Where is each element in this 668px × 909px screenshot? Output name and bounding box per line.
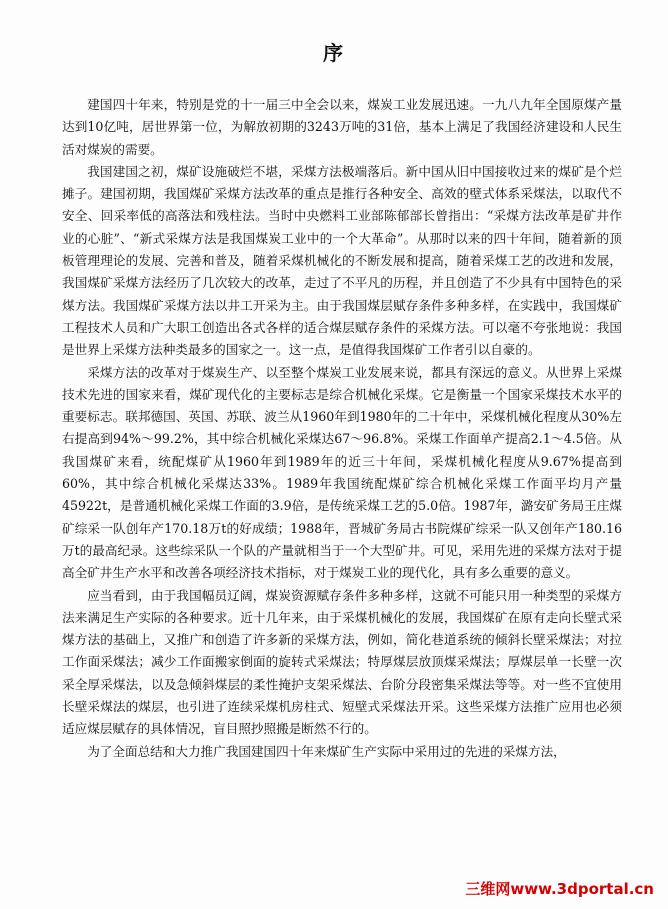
body-text [62,94,622,763]
watermark: 三维网www.3dportal.cn [465,880,654,898]
paragraph: 应当看到，由于我国幅员辽阔，煤炭资源赋存条件多种多样，这就不可能只用一种类型的采煤方法来满足生产实际的各种要求。近十几年来，由于采煤机械化的发展，我国煤矿在原有走向长壁式采煤方法的基础上，又推广和创造了许多新的采煤方法，例如，简化巷道系统的倾斜长壁采煤法；对拉工作面采煤法；减少工作面搬家倒面的旋转式采煤法；特厚煤层放顶煤采煤法；厚煤层单一长壁一次采全厚采煤法，以及急倾斜煤层的柔性掩护支架采煤法、台阶分段密集采煤法等等。对一些不宜使用长壁采煤法的煤层，也引进了连续采煤机房柱式、短壁式采煤法开采。这些采煤方法推广应用也必须适应煤层赋存的具体情况，盲目照抄照搬是断然不行的。 [62,587,622,737]
paragraph: 建国四十年来，特别是党的十一届三中全会以来，煤炭工业发展迅速。一九八九年全国原煤产量达到10亿吨，居世界第一位，为解放初期的3243万吨的31倍，基本上满足了我国经济建设和人民生活对煤炭的需要。 [62,97,622,157]
paragraph: 我国建国之初，煤矿设施破烂不堪，采煤方法极端落后。新中国从旧中国接收过来的煤矿是个烂摊子。建国初期，我国煤矿采煤方法改革的重点是推行各种安全、高效的壁式体系采煤法，以取代不安全、回采率低的高落法和残柱法。当时中央燃料工业部陈郁部长曾指出：“采煤方法改革是矿井作业的心脏”、“新式采煤方法是我国煤炭工业中的一个大革命”。从那时以来的四十年间，随着新的顶板管理理论的发展、完善和普及，随着采煤机械化的不断发展和提高，随着采煤工艺的改进和发展，我国煤矿采煤方法经历了几次较大的改革，走过了不平凡的历程，并且创造了不少具有中国特色的采煤方法。我国煤矿采煤方法以井工开采为主。由于我国煤层赋存条件多种多样，在实践中，我国煤矿工程技术人员和广大职工创造出各式各样的适合煤层赋存条件的采煤方法。可以毫不夸张地说：我国是世界上采煤方法种类最多的国家之一。这一点，是值得我国煤矿工作者引以自豪的。 [62,163,622,358]
paragraph: 为了全面总结和大力推广我国建国四十年来煤矿生产实际中采用过的先进的采煤方法， [87,743,566,759]
page-title: 序 [323,41,345,65]
paragraph: 采煤方法的改革对于煤炭生产、以至整个煤炭工业发展来说，都具有深远的意义。从世界上采煤技术先进的国家来看，煤矿现代化的主要标志是综合机械化采煤。它是衡量一个国家采煤技术水平的重要标志。联邦德国、英国、苏联、波兰从1960年到1980年的二十年中，采煤机械化程度从30%左右提高到94%～99.2%，其中综合机械化采煤达67～96.8%。采煤工作面单产提高2.1～4.5倍。从我国煤矿来看，统配煤矿从1960年到1989年的近三十年间，采煤机械化程度从9.67%提高到60%，其中综合机械化采煤达33%。1989年我国统配煤矿综合机械化采煤工作面平均月产量45922t，是普通机械化采煤工作面的3.9倍，是传统采煤工艺的5.0倍。1987年，潞安矿务局王庄煤矿综采一队创年产170.18万t的好成绩；1988年，晋城矿务局古书院煤矿综采一队又创年产180.16万t的最高纪录。这些综采队一个队的产量就相当于一个大型矿井。可见，采用先进的采煤方法对于提高全矿井生产水平和改善各项经济技术指标，对于煤炭工业的现代化，具有多么重要的意义。 [62,364,622,581]
